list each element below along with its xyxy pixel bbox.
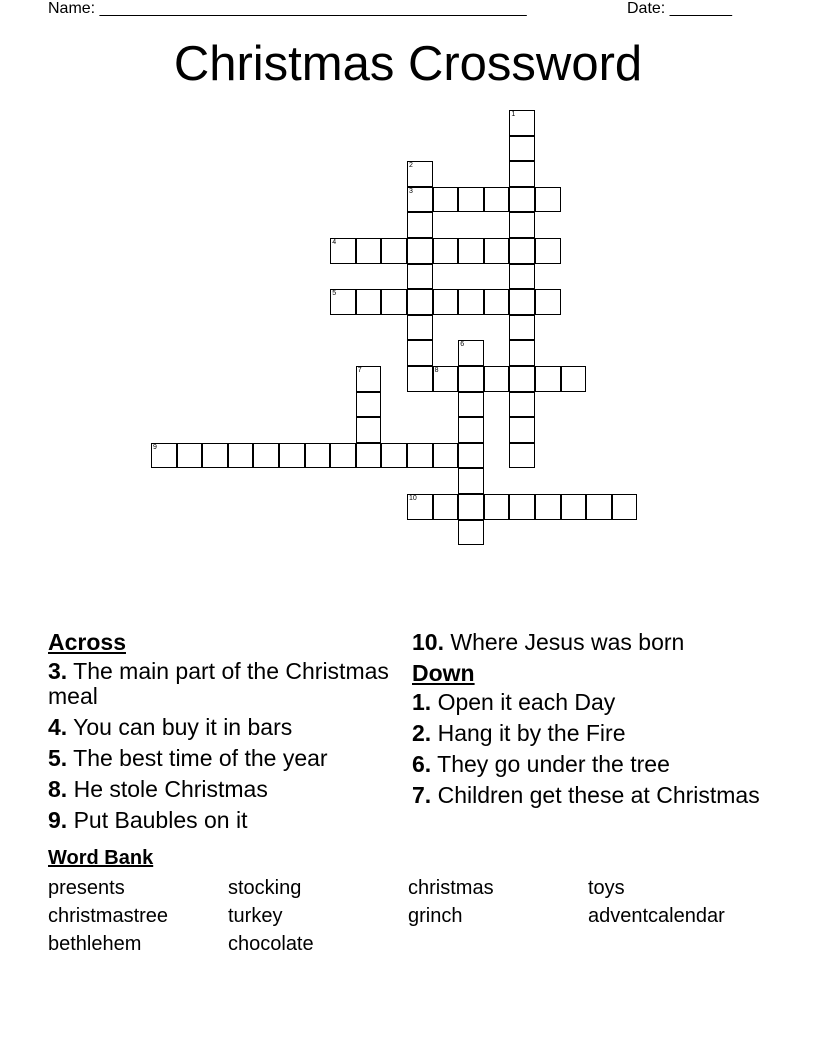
crossword-cell xyxy=(356,366,382,392)
crossword-cell xyxy=(458,366,484,392)
crossword-cell xyxy=(458,238,484,264)
word-bank-word: chocolate xyxy=(228,933,314,955)
cell-number: 8 xyxy=(434,367,439,374)
word-bank-word: presents xyxy=(48,877,125,899)
cell-number: 3 xyxy=(409,187,413,195)
clue-text: Put Baubles on it xyxy=(67,807,248,833)
clue-number: 1. xyxy=(412,689,432,715)
crossword-cell xyxy=(151,443,177,469)
crossword-cell xyxy=(509,443,535,469)
crossword-cell xyxy=(202,443,228,469)
crossword-cell xyxy=(330,443,356,469)
cell-number: 4 xyxy=(332,239,337,246)
word-bank-title: Word Bank xyxy=(48,847,154,869)
crossword-cell xyxy=(407,212,433,238)
clue-text: Hang it by the Fire xyxy=(431,720,626,746)
cell-number: 2 xyxy=(409,162,413,170)
crossword-cell xyxy=(509,161,535,187)
clue-text: You can buy it in bars xyxy=(67,714,293,740)
crossword-cell xyxy=(330,238,356,264)
crossword-cell xyxy=(407,340,433,366)
down-clue xyxy=(412,690,772,715)
crossword-cell xyxy=(535,494,561,520)
crossword-cell xyxy=(407,315,433,341)
crossword-cell xyxy=(381,238,407,264)
clues-column-right xyxy=(412,630,772,814)
crossword-cell xyxy=(458,494,484,520)
word-bank-word: christmastree xyxy=(48,905,169,927)
clue-text: Children get these at Christmas xyxy=(431,782,760,808)
crossword-cell xyxy=(509,264,535,290)
crossword-cell xyxy=(279,443,305,469)
crossword-cell xyxy=(356,238,382,264)
page-title: Christmas Crossword xyxy=(173,37,643,91)
clues-column-left xyxy=(48,630,398,839)
crossword-cell xyxy=(509,366,535,392)
clue-text: The best time of the year xyxy=(67,745,328,771)
crossword-cell xyxy=(484,366,510,392)
crossword-cell xyxy=(484,494,510,520)
crossword-cell xyxy=(535,238,561,264)
crossword-cell xyxy=(484,238,510,264)
across-clue xyxy=(48,746,398,771)
crossword-cell xyxy=(535,289,561,315)
crossword-cell xyxy=(458,417,484,443)
across-clue xyxy=(412,630,772,655)
crossword-cell xyxy=(228,443,254,469)
crossword-cell xyxy=(407,161,433,187)
crossword-cell xyxy=(458,187,484,213)
crossword-cell xyxy=(407,366,433,392)
crossword-cell xyxy=(407,494,433,520)
crossword-cell xyxy=(381,443,407,469)
crossword-cell xyxy=(561,366,587,392)
crossword-cell xyxy=(433,238,459,264)
clue-number: 3. xyxy=(48,658,68,684)
cell-number: 7 xyxy=(357,367,362,374)
crossword-cell xyxy=(356,392,382,418)
crossword-grid xyxy=(151,110,641,550)
clue-number: 9. xyxy=(48,807,68,833)
word-bank-word: grinch xyxy=(408,905,463,927)
clue-text: Open it each Day xyxy=(431,689,616,715)
crossword-cell xyxy=(509,392,535,418)
crossword-cell xyxy=(509,417,535,443)
crossword-cell xyxy=(509,340,535,366)
crossword-cell xyxy=(484,187,510,213)
crossword-cell xyxy=(381,289,407,315)
crossword-cell xyxy=(509,110,535,136)
clue-number: 2. xyxy=(412,720,432,746)
crossword-cell xyxy=(458,468,484,494)
down-clue xyxy=(412,752,772,777)
crossword-cell xyxy=(509,136,535,162)
clue-number: 7. xyxy=(412,782,432,808)
crossword-cell xyxy=(509,289,535,315)
crossword-cell xyxy=(458,289,484,315)
crossword-cell xyxy=(509,187,535,213)
clue-text: He stole Christmas xyxy=(67,776,268,802)
cell-number: 10 xyxy=(409,495,417,502)
crossword-cell xyxy=(407,289,433,315)
crossword-cell xyxy=(407,238,433,264)
crossword-cell xyxy=(612,494,638,520)
crossword-cell xyxy=(484,289,510,315)
cell-number: 5 xyxy=(332,290,337,298)
clue-number: 8. xyxy=(48,776,68,802)
down-clue xyxy=(412,721,772,746)
clue-number: 6. xyxy=(412,751,432,777)
cell-number: 1 xyxy=(511,111,516,118)
crossword-cell xyxy=(356,417,382,443)
crossword-cell xyxy=(509,238,535,264)
across-clue xyxy=(48,715,398,740)
crossword-cell xyxy=(433,366,459,392)
cell-number: 6 xyxy=(460,341,465,349)
crossword-cell xyxy=(433,289,459,315)
crossword-cell xyxy=(407,443,433,469)
crossword-cell xyxy=(433,443,459,469)
crossword-cell xyxy=(433,187,459,213)
word-bank-word: turkey xyxy=(228,905,283,927)
name-field-label: Name: ________________________________________________ xyxy=(48,0,527,17)
date-field-label: Date: _______ xyxy=(627,0,732,17)
crossword-cell xyxy=(535,366,561,392)
crossword-cell xyxy=(535,187,561,213)
word-bank-word: adventcalendar xyxy=(588,905,725,927)
header-line xyxy=(48,0,748,20)
word-bank-word: stocking xyxy=(228,877,302,899)
crossword-cell xyxy=(561,494,587,520)
down-heading: Down xyxy=(412,660,475,686)
crossword-cell xyxy=(407,187,433,213)
crossword-cell xyxy=(330,289,356,315)
cell-number: 9 xyxy=(153,443,157,451)
crossword-cell xyxy=(458,520,484,546)
crossword-cell xyxy=(458,340,484,366)
crossword-cell xyxy=(253,443,279,469)
crossword-cell xyxy=(458,443,484,469)
across-heading: Across xyxy=(48,629,126,655)
word-bank-word: bethlehem xyxy=(48,933,142,955)
crossword-cell xyxy=(509,315,535,341)
crossword-cell xyxy=(407,264,433,290)
clue-text: They go under the tree xyxy=(431,751,670,777)
crossword-cell xyxy=(509,212,535,238)
crossword-cell xyxy=(177,443,203,469)
clue-text: Where Jesus was born xyxy=(443,629,685,655)
word-bank xyxy=(48,874,768,958)
across-clue xyxy=(48,777,398,802)
across-clue xyxy=(48,659,398,709)
clue-text: The main part of the Christmas meal xyxy=(48,658,389,709)
clue-number: 5. xyxy=(48,745,68,771)
across-clue xyxy=(48,808,398,833)
crossword-cell xyxy=(305,443,331,469)
crossword-cell xyxy=(458,392,484,418)
clue-number: 4. xyxy=(48,714,68,740)
crossword-cell xyxy=(509,494,535,520)
down-clue xyxy=(412,783,772,808)
crossword-cell xyxy=(586,494,612,520)
word-bank-word: toys xyxy=(588,877,625,899)
crossword-cell xyxy=(356,443,382,469)
crossword-cell xyxy=(433,494,459,520)
word-bank-word: christmas xyxy=(408,877,494,899)
clue-number: 10. xyxy=(412,629,444,655)
crossword-cell xyxy=(356,289,382,315)
